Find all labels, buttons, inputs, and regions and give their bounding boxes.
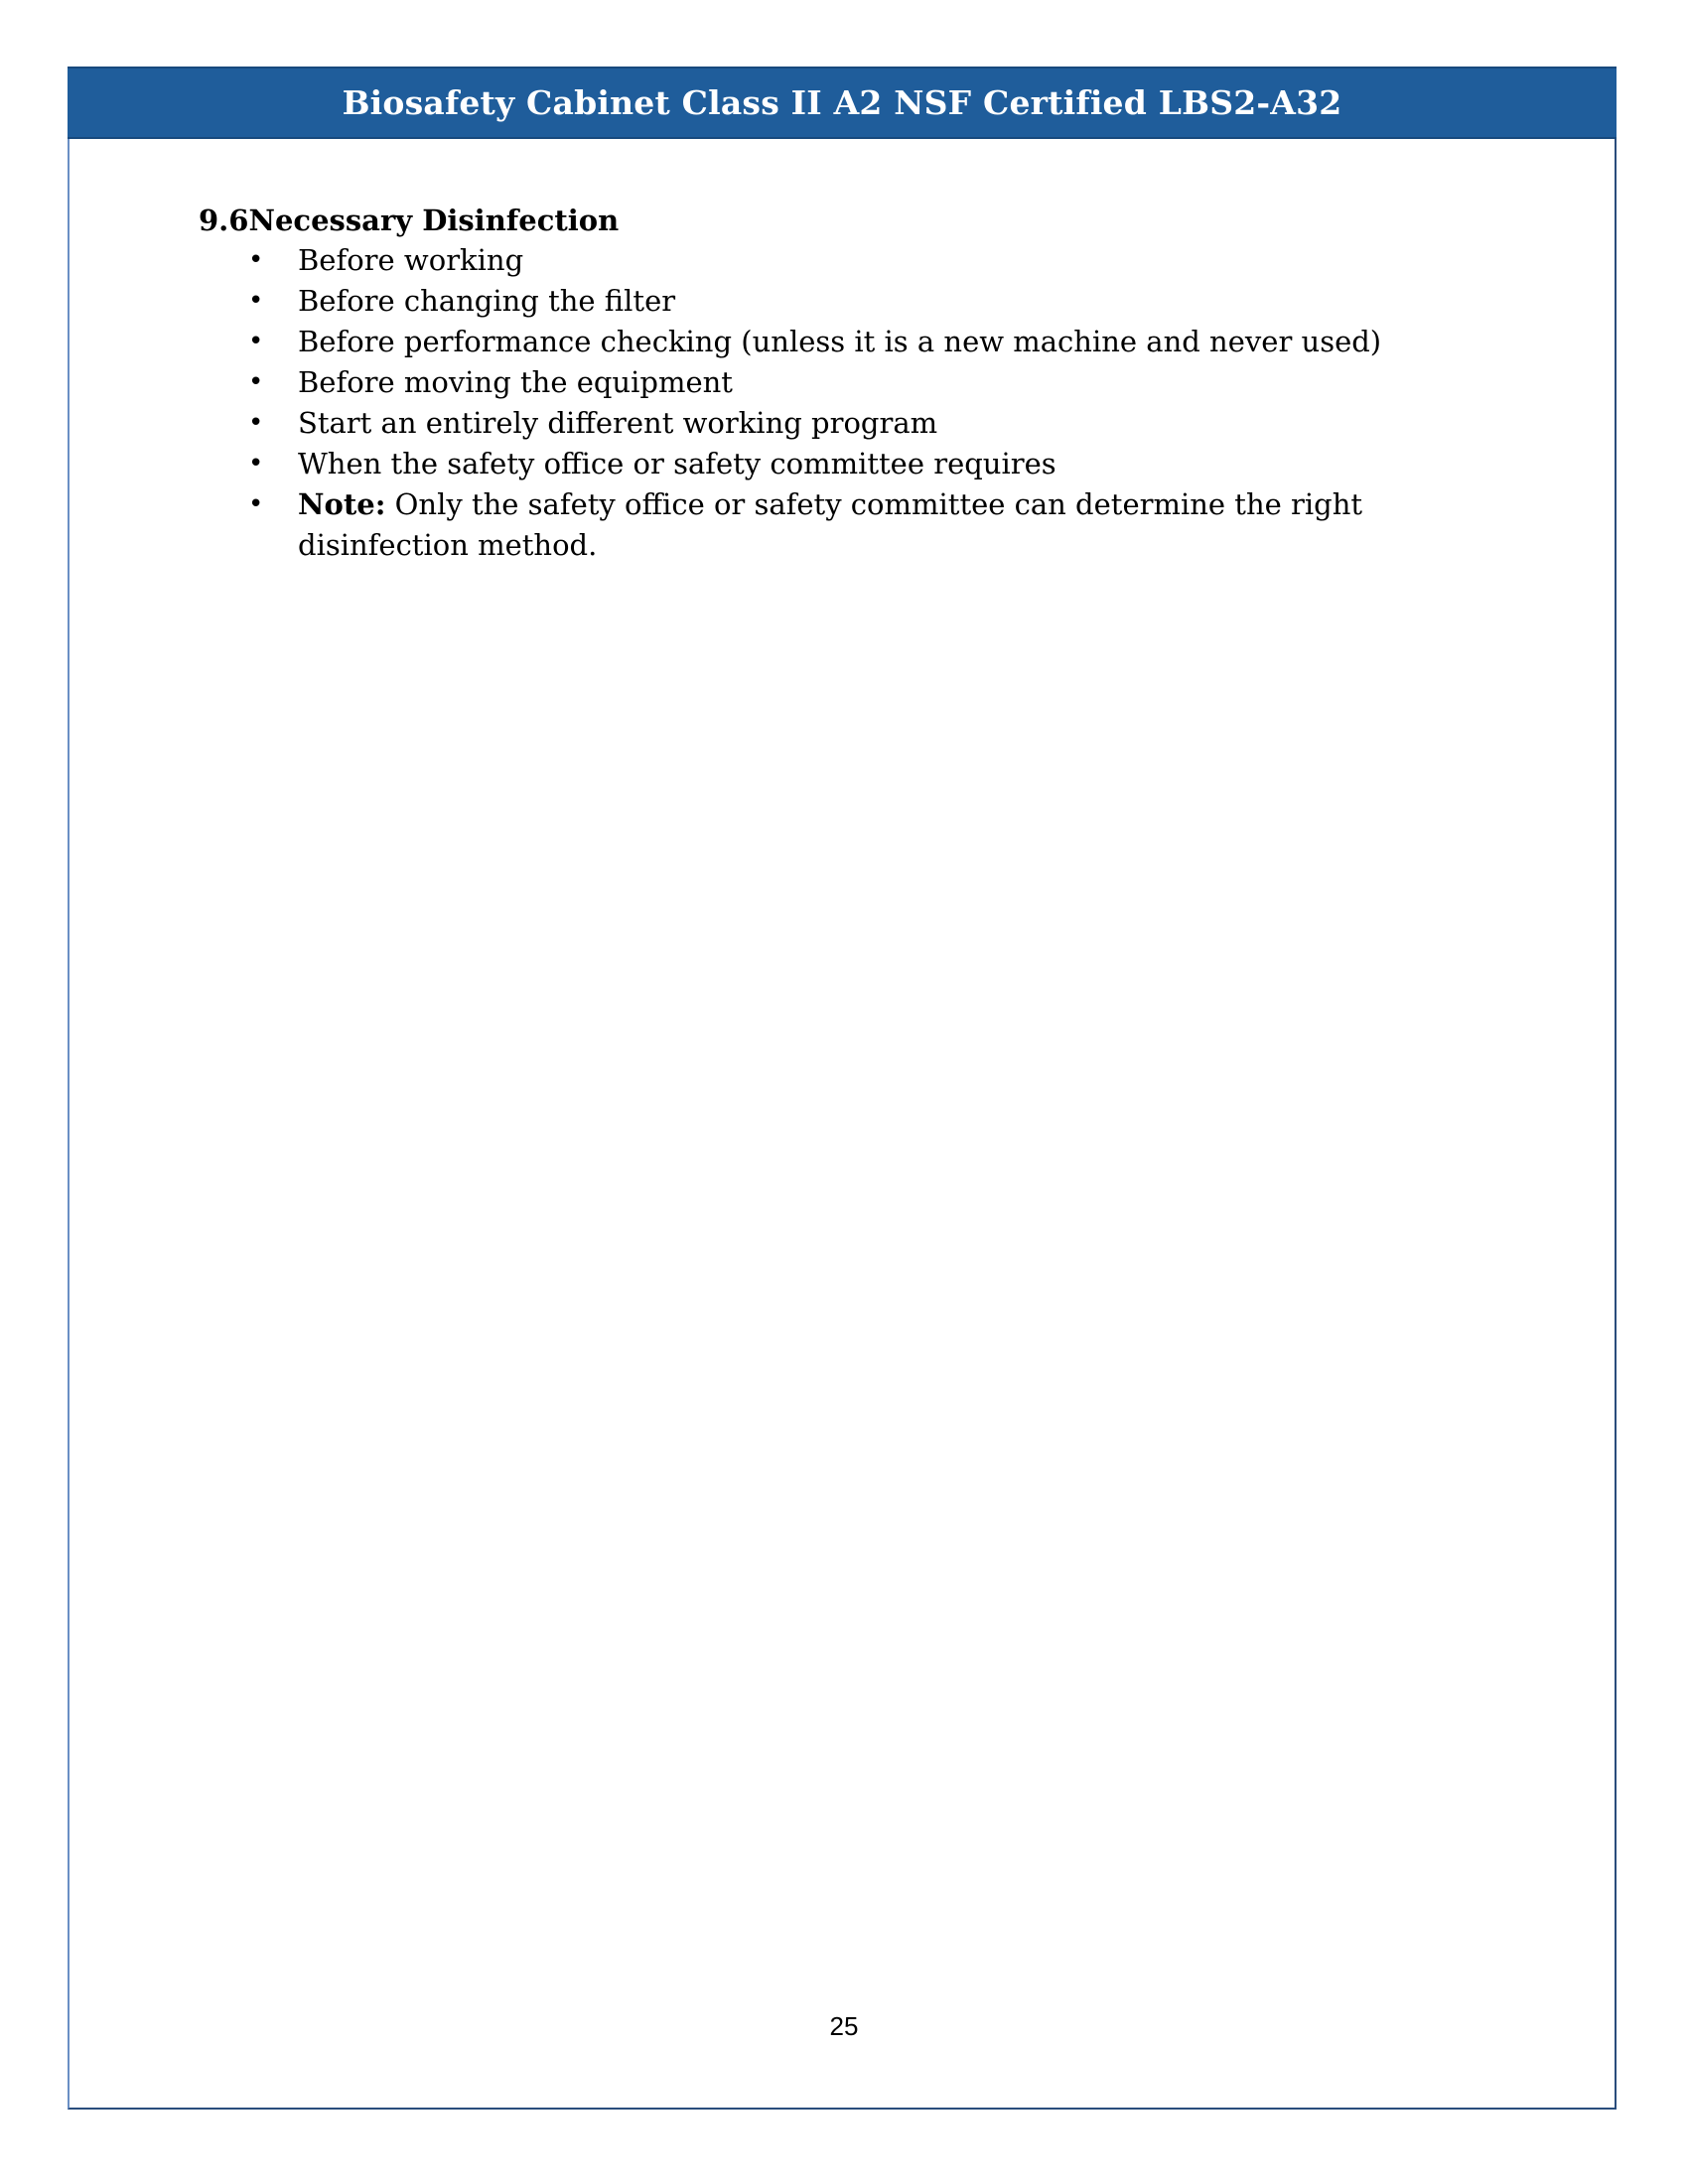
list-item-text: Before changing the filter	[298, 284, 676, 318]
bullet-list	[199, 240, 1509, 566]
bullet-icon: •	[248, 327, 264, 356]
bullet-icon: •	[248, 367, 264, 397]
document-title: Biosafety Cabinet Class II A2 NSF Certified LBS2-A32	[342, 83, 1342, 122]
bullet-icon: •	[248, 449, 264, 478]
list-item	[199, 322, 1509, 362]
list-item	[199, 444, 1509, 484]
bullet-icon: •	[248, 489, 264, 519]
list-item-text: When the safety office or safety committee requires	[298, 447, 1056, 480]
page-number: 25	[829, 2011, 859, 2041]
section-title: Necessary Disinfection	[248, 204, 620, 237]
list-item	[199, 240, 1509, 281]
list-item-text: Before working	[298, 243, 524, 277]
list-item	[199, 281, 1509, 322]
note-text: Only the safety office or safety committee can determine the right disinfection method.	[298, 487, 1363, 562]
list-item	[199, 403, 1509, 444]
bullet-icon: •	[248, 408, 264, 438]
list-item-text: Before performance checking (unless it is a new machine and never used)	[298, 325, 1382, 358]
list-item-text: Start an entirely different working program	[298, 406, 938, 440]
page-content	[199, 201, 1509, 566]
note-label: Note:	[298, 487, 386, 521]
bullet-icon: •	[248, 286, 264, 316]
list-item-text: Before moving the equipment	[298, 365, 733, 399]
section-heading	[199, 201, 1509, 240]
bullet-icon: •	[248, 245, 264, 275]
section-number: 9.6	[199, 204, 249, 237]
note-item	[199, 484, 1509, 566]
header-bar	[68, 67, 1617, 139]
list-item	[199, 362, 1509, 403]
